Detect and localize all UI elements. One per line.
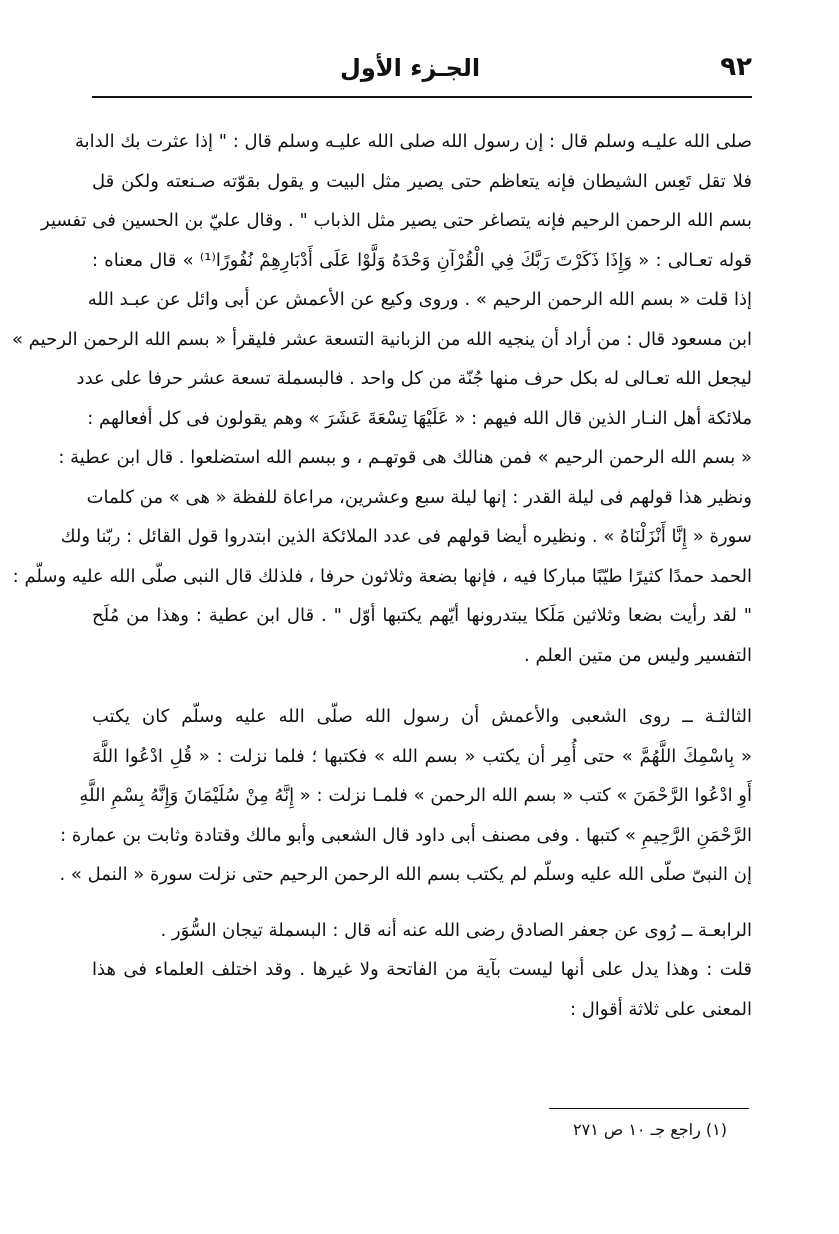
text-line: فلا تقل تَعِس الشيطان فإنه يتعاظم حتى يصير مثل البيت و يقول بقوّته صـنعته ولكن قل xyxy=(92,170,752,192)
header-divider xyxy=(92,96,752,98)
paragraph-fourth xyxy=(92,911,752,951)
text-line: إن النبىّ صلّى الله عليه وسلّم لم يكتب بسم الله الرحمن الرحيم حتى نزلت سورة « النمل » . xyxy=(59,864,752,885)
text-line: " لقد رأيت بضعا وثلاثين مَلَكا يبتدرونها أيّهم يكتبها أوّل " . قال ابن عطية : وهذا من مُلَح xyxy=(92,605,752,626)
text-line: ملائكة أهل النـار الذين قال الله فيهم : « عَلَيْهَا تِسْعَةَ عَشَرَ » وهم يقولون فى كل أفعالهم : xyxy=(87,407,752,429)
text-line: بسم الله الرحمن الرحيم فإنه يتصاغر حتى يصير مثل الذباب " . وقال عليّ بن الحسين فى تفسير xyxy=(41,210,752,231)
paragraph-spacer xyxy=(92,675,752,697)
page-number: ٩٢ xyxy=(720,52,752,82)
text-line: ليجعل الله تعـالى له بكل حرف منها جُنّة من كل واحد . فالبسملة تسعة عشر حرفا على عدد xyxy=(76,368,752,389)
paragraph-third xyxy=(59,697,752,895)
paragraph-hadith xyxy=(11,122,752,675)
text-line: « بسم الله الرحمن الرحيم » فمن هنالك هى قوتهـم ، و ببسم الله استضلعوا . قال ابن عطية : xyxy=(58,447,752,468)
running-title: الجـزء الأول xyxy=(340,54,481,82)
text-line: ونظير هذا قولهم فى ليلة القدر : إنها ليلة سبع وعشرين، مراعاة للفظة « هى » من كلمات xyxy=(86,486,752,508)
text-line: إذا قلت « بسم الله الرحمن الرحيم » . وروى وكيع عن الأعمش عن أبى وائل عن عبـد الله xyxy=(87,289,752,310)
text-line: ابن مسعود قال : من أراد أن ينجيه الله من الزبانية التسعة عشر فليقرأ « بسم الله الرحمن الرحيم » xyxy=(11,328,752,350)
footnote-divider xyxy=(549,1108,749,1109)
text-line: الرابعـة ــ رُوى عن جعفر الصادق رضى الله عنه أنه قال : البسملة تيجان السُّوَر . xyxy=(160,919,752,941)
paragraph-comment xyxy=(92,950,752,1029)
text-line: قوله تعـالى : « وَإِذَا ذَكَرْتَ رَبَّكَ فِي الْقُرْآنِ وَحْدَهُ وَلَّوْا عَلَى أَدْبَارِهِمْ نُفُورًا⁽¹⁾ » قال معناه : xyxy=(92,249,752,271)
text-line: الرَّحْمَنِ الرَّحِيمِ » كتبها . وفى مصنف أبى داود قال الشعبى وأبو مالك وقتادة وثابت بن عمارة : xyxy=(60,824,752,846)
footnote: (١) راجع جـ ١٠ ص ٢٧١ xyxy=(573,1120,727,1139)
text-line: الحمد حمدًا كثيرًا طيّبًا مباركا فيه ، فإنها بضعة وثلاثون حرفا ، فلذلك قال النبى صلّى الله عليه وسلّم : xyxy=(12,565,752,587)
paragraph-spacer xyxy=(92,895,752,911)
text-line: أَوِ ادْعُوا الرَّحْمَنَ » كتب « بسم الله الرحمن » فلمـا نزلت : « إِنَّهُ مِنْ سُلَيْمَانَ وَإِنَّهُ بِسْمِ اللَّهِ xyxy=(79,785,752,806)
text-line: المعنى على ثلاثة أقوال : xyxy=(569,998,752,1020)
text-line: الثالثـة ــ روى الشعبى والأعمش أن رسول الله صلّى الله عليه وسلّم كان يكتب xyxy=(92,706,752,727)
text-line: قلت : وهذا يدل على أنها ليست بآية من الفاتحة ولا غيرها . وقد اختلف العلماء فى هذا xyxy=(92,959,752,980)
main-text xyxy=(11,122,752,1029)
text-line: « بِاسْمِكَ اللَّهُمَّ » حتى أُمِر أن يكتب « بسم الله » فكتبها ؛ فلما نزلت : « قُلِ ادْعُوا اللَّهَ xyxy=(92,745,752,767)
page-header xyxy=(92,52,752,92)
text-line: سورة « إِنَّا أَنْزَلْنَاهُ » . ونظيره أيضا قولهم فى عدد الملائكة الذين ابتدروا قول القائل : ربّنا ولك xyxy=(60,526,752,547)
text-line: صلى الله عليـه وسلم قال : إن رسول الله صلى الله عليـه وسلم قال : " إذا عثرت بك الدابة xyxy=(75,131,752,152)
text-line: التفسير وليس من متين العلم . xyxy=(524,644,752,666)
